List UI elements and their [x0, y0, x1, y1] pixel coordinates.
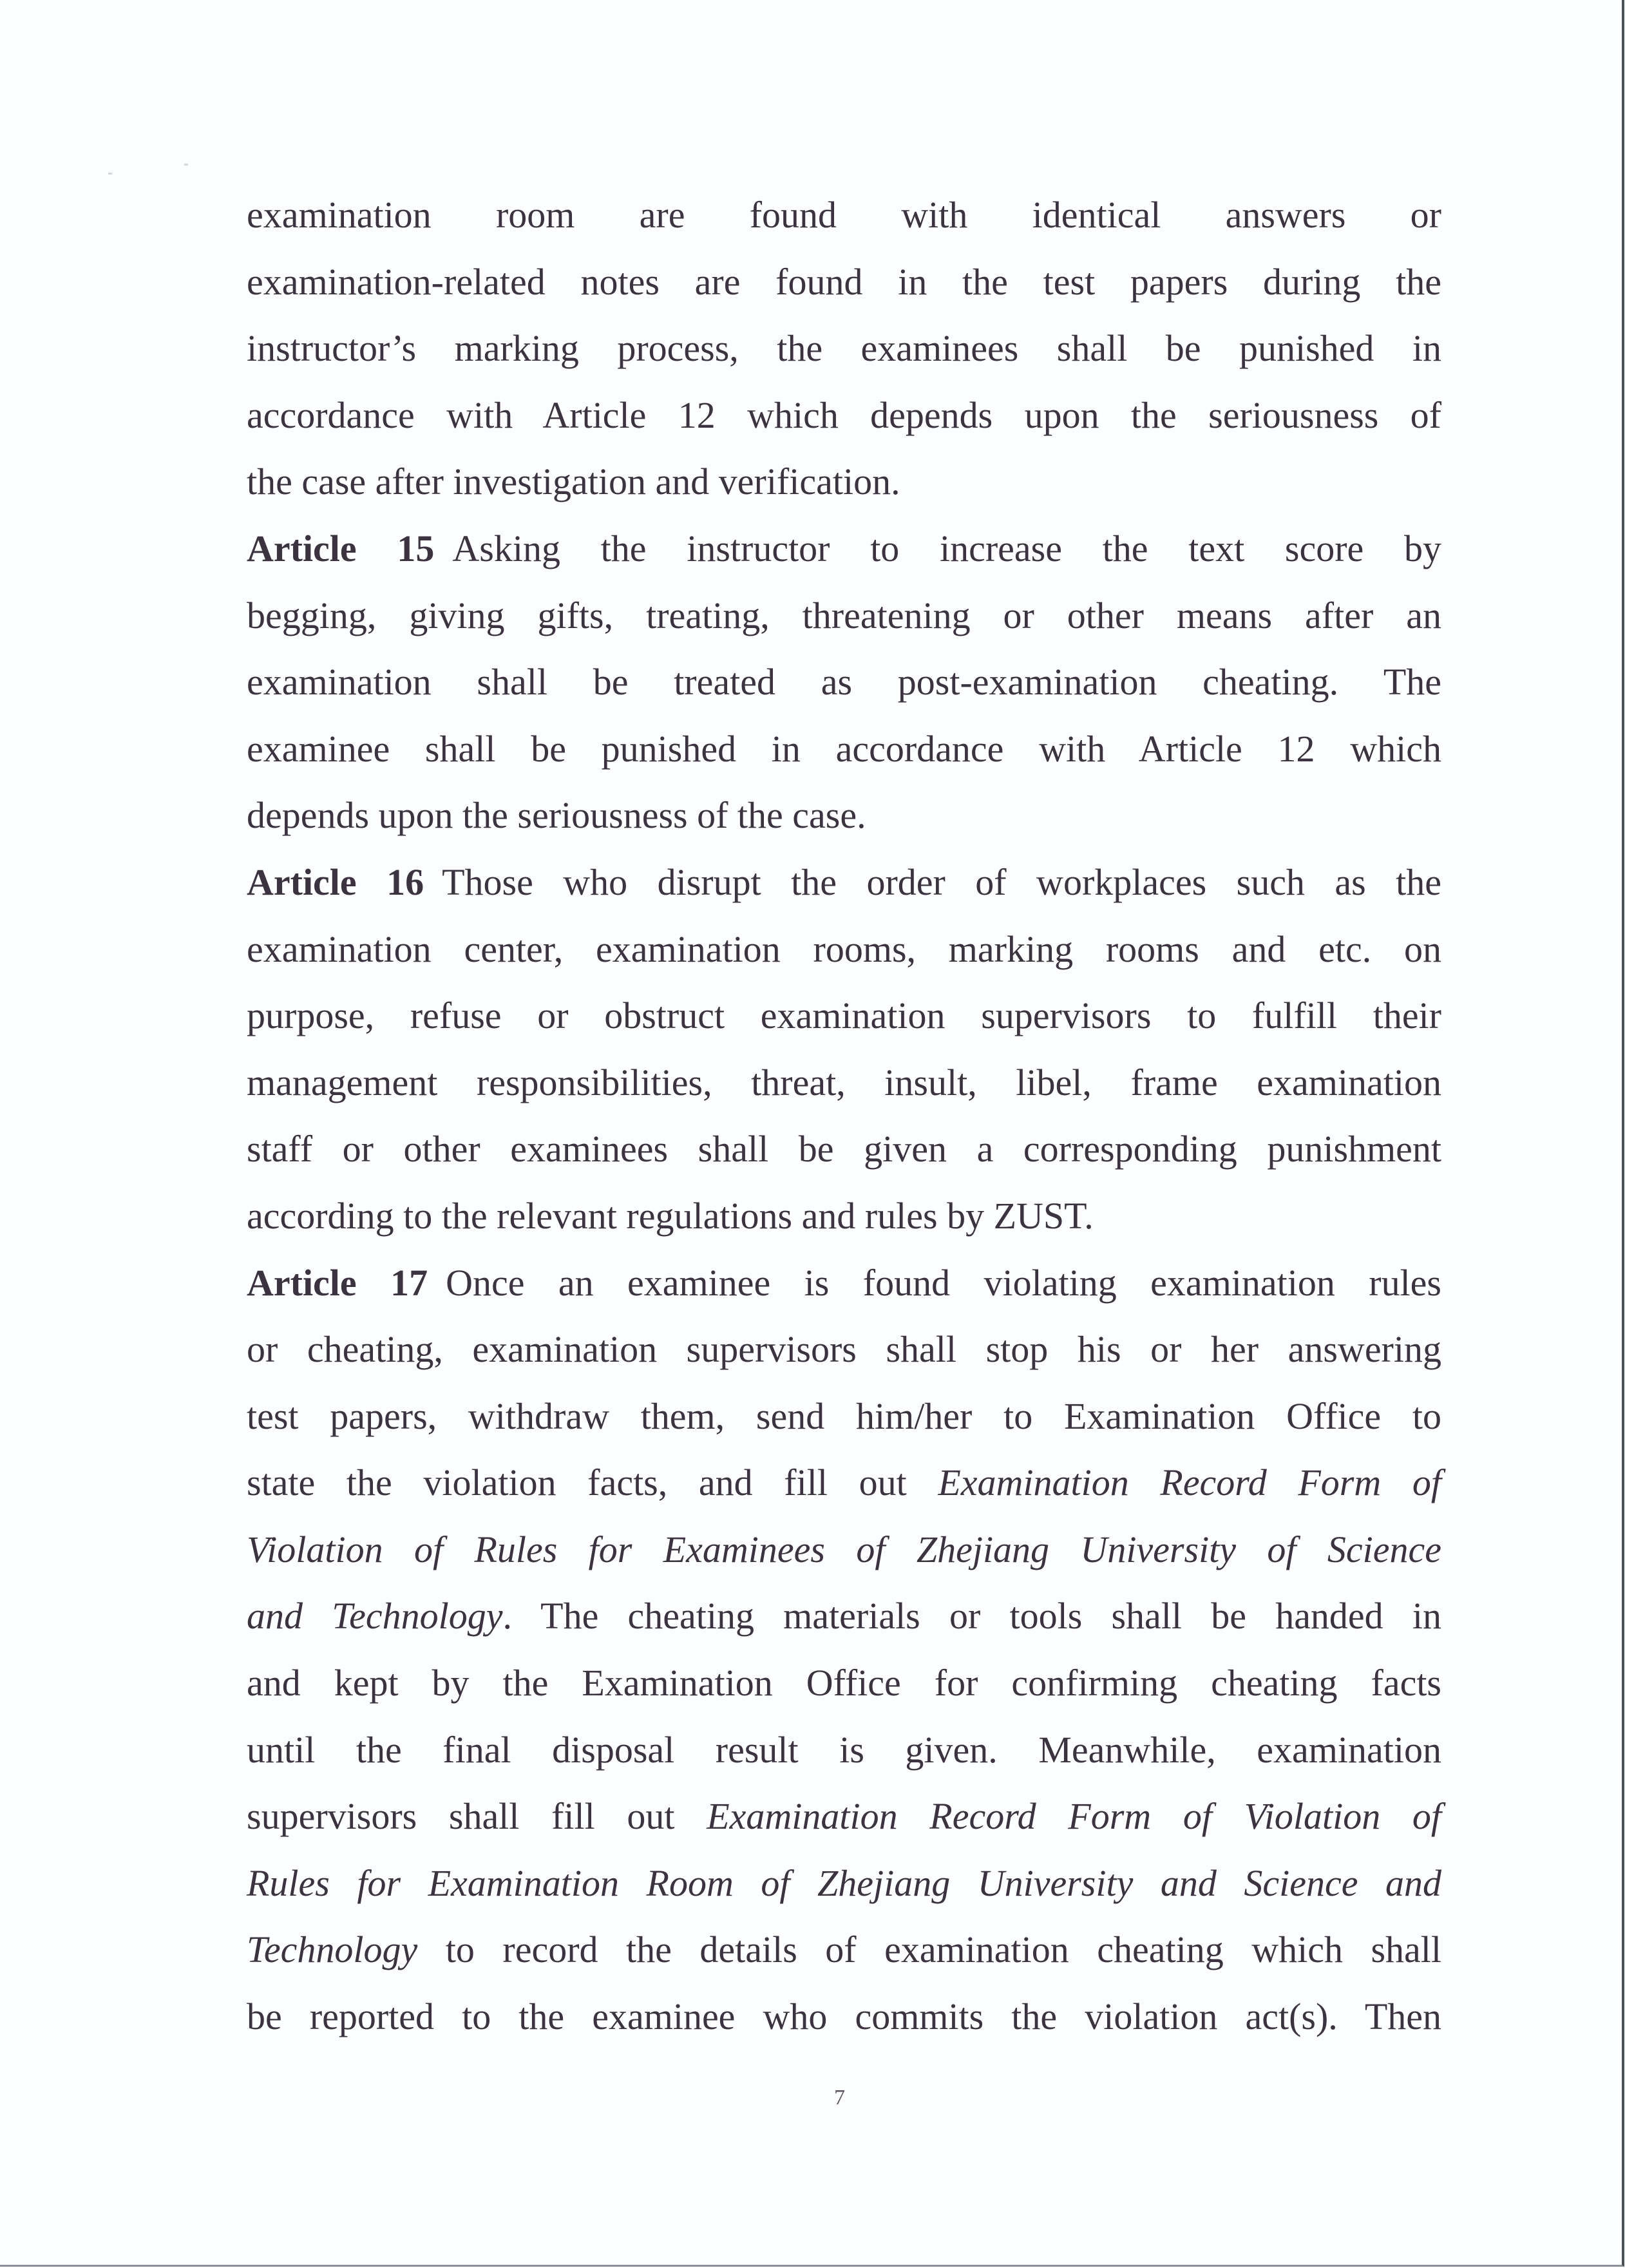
form-title-italic: and Technology: [247, 1595, 503, 1637]
text-segment: test papers, withdraw them, send him/her to Examination Office to: [247, 1395, 1441, 1437]
text-segment: depends upon the seriousness of the case.: [247, 794, 866, 837]
text-segment: . The cheating materials or tools shall be handed in: [502, 1595, 1441, 1637]
text-segment: Those who disrupt the order of workplaces such as the: [442, 861, 1441, 903]
text-segment: supervisors shall fill out: [247, 1795, 707, 1838]
form-title-italic: Examination Record Form of Violation of: [707, 1795, 1441, 1838]
text-segment: to record the details of examination cheating which shall: [417, 1929, 1441, 1971]
text-line: [247, 315, 1441, 382]
text-line: [247, 515, 1441, 582]
text-line: [247, 982, 1441, 1049]
article-heading: Article 15: [247, 527, 435, 569]
form-title-italic: Rules for Examination Room of Zhejiang University and Science and: [247, 1862, 1441, 1904]
text-segment: according to the relevant regulations and rules by ZUST.: [247, 1194, 1094, 1237]
text-segment: Once an examinee is found violating examination rules: [446, 1261, 1441, 1304]
text-line: [247, 1116, 1441, 1183]
article-heading: Article 17: [247, 1261, 428, 1304]
text-segment: examination shall be treated as post-examination cheating. The: [247, 661, 1441, 703]
scan-speck: [108, 173, 112, 175]
text-line: [247, 1449, 1441, 1516]
text-line: [247, 916, 1441, 983]
text-segment: or cheating, examination supervisors shall stop his or her answering: [247, 1328, 1441, 1371]
text-line: [247, 249, 1441, 316]
text-line: [247, 716, 1441, 783]
text-line: [247, 382, 1441, 449]
text-line: [247, 849, 1441, 916]
text-line: [247, 1850, 1441, 1917]
text-segment: Asking the instructor to increase the text score by: [452, 527, 1441, 569]
text-line: [247, 1516, 1441, 1583]
text-line: [247, 1383, 1441, 1450]
text-line: [247, 1983, 1441, 2050]
page-number: 7: [834, 2086, 845, 2110]
text-segment: instructor’s marking process, the examinees shall be punished in: [247, 327, 1441, 370]
body-text: [247, 182, 1441, 2050]
text-line: [247, 1183, 1441, 1250]
text-segment: state the violation facts, and fill out: [247, 1462, 938, 1504]
text-line: [247, 582, 1441, 649]
text-line: [247, 1250, 1441, 1317]
text-segment: examination room are found with identical answers or: [247, 194, 1441, 236]
text-segment: purpose, refuse or obstruct examination supervisors to fulfill their: [247, 995, 1441, 1037]
text-segment: examination center, examination rooms, marking rooms and etc. on: [247, 928, 1441, 970]
article-heading: Article 16: [247, 861, 424, 903]
text-line: [247, 1316, 1441, 1383]
text-line: [247, 1650, 1441, 1717]
text-line: [247, 782, 1441, 849]
text-segment: examination-related notes are found in the test papers during the: [247, 260, 1441, 303]
text-segment: examinee shall be punished in accordance with Article 12 which: [247, 727, 1441, 770]
text-segment: accordance with Article 12 which depends upon the seriousness of: [247, 394, 1441, 436]
scan-speck: [184, 164, 188, 166]
text-segment: staff or other examinees shall be given a corresponding punishment: [247, 1128, 1441, 1170]
text-line: [247, 649, 1441, 716]
text-segment: until the final disposal result is given. Meanwhile, examination: [247, 1728, 1441, 1771]
text-line: [247, 182, 1441, 249]
form-title-italic: Technology: [247, 1929, 418, 1971]
text-segment: be reported to the examinee who commits the violation act(s). Then: [247, 1996, 1441, 2038]
text-segment: begging, giving gifts, treating, threatening or other means after an: [247, 594, 1441, 636]
text-segment: management responsibilities, threat, insult, libel, frame examination: [247, 1061, 1441, 1103]
form-title-italic: Violation of Rules for Examinees of Zhejiang University of Science: [247, 1528, 1441, 1570]
text-line: [247, 1916, 1441, 1983]
text-line: [247, 448, 1441, 515]
text-line: [247, 1049, 1441, 1116]
form-title-italic: Examination Record Form of: [938, 1462, 1441, 1504]
text-line: [247, 1783, 1441, 1850]
text-segment: the case after investigation and verification.: [247, 461, 900, 503]
text-line: [247, 1583, 1441, 1650]
text-segment: and kept by the Examination Office for confirming cheating facts: [247, 1662, 1441, 1704]
text-line: [247, 1717, 1441, 1784]
